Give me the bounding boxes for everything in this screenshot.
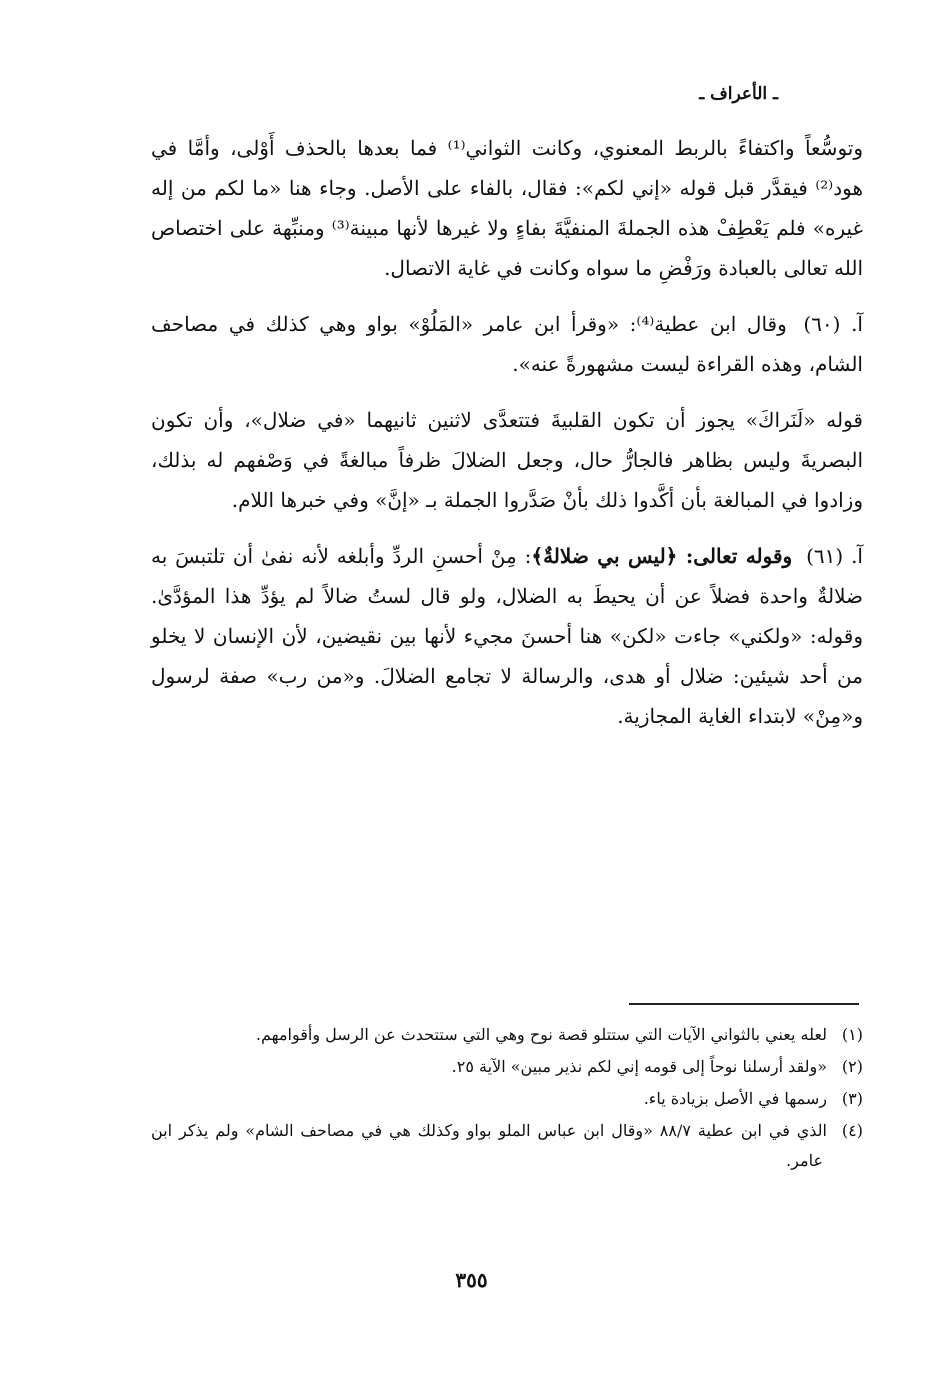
footnote-number: (٢) — [841, 1057, 863, 1076]
verse-entry-61 — [151, 536, 863, 736]
quranic-quote: وقوله تعالى: ﴿ليس بي ضلالةٌ﴾ — [531, 544, 793, 568]
paragraph-continuation — [151, 128, 863, 288]
paragraph-text: وتوسُّعاً واكتفاءً بالربط المعنوي، وكانت الثواني⁽¹⁾ فما بعدها بالحذف أَوْلى، وأمَّا في هود⁽²⁾ فيقدَّر قبل قوله «إني لكم»: فقال، بالفاء على الأصل. وجاء هنا «ما لكم من إله غيره» فلم يَعْطِفْ هذه الجملةَ المنفيَّةَ بفاءٍ ولا غيرها لأنها مبينة⁽³⁾ ومنبِّهة على اختصاص الله تعالى بالعبادة ورَفْضِ ما سواه وكانت في غاية الاتصال. — [151, 136, 863, 280]
paragraph-text: وقال ابن عطية⁽⁴⁾: «وقرأ ابن عامر «المَلُوْ» بواو وهي كذلك في مصاحف الشام، وهذه القراءة ليست مشهورةً عنه». — [151, 312, 863, 376]
paragraph-commentary — [151, 400, 863, 520]
main-text — [151, 128, 863, 736]
footnote-text: «ولقد أرسلنا نوحاً إلى قومه إني لكم نذير مبين» الآية ٢٥. — [451, 1057, 827, 1076]
footnote — [151, 1052, 863, 1082]
verse-number: آ. (٦٠) — [803, 312, 863, 336]
verse-entry-60 — [151, 304, 863, 384]
footnotes — [151, 1020, 863, 1178]
footnote — [151, 1020, 863, 1050]
footnote-text: لعله يعني بالثواني الآيات التي ستتلو قصة نوح وهي التي ستتحدث عن الرسل وأقوامهم. — [255, 1025, 827, 1044]
footnote-divider — [629, 1003, 859, 1005]
page-number: ٣٥٥ — [455, 1268, 488, 1292]
paragraph-text: قوله «لَنَراكَ» يجوز أن تكون القلبيةَ فتتعدَّى لاثنين ثانيهما «في ضلال»، وأن تكون البصريةَ وليس بظاهر فالجارُّ حال، وجعل الضلالَ ظرفاً مبالغةً في وَصْفهم له بذلك، وزادوا في المبالغة بأن أكَّدوا ذلك بأنْ صَدَّروا الجملة بـ «إنَّ» وفي خبرها اللام. — [151, 408, 863, 512]
footnote-number: (٣) — [841, 1089, 863, 1108]
footnote-number: (١) — [841, 1025, 863, 1044]
verse-number: آ. (٦١) — [806, 544, 863, 568]
footnote-number: (٤) — [841, 1121, 863, 1140]
footnote — [151, 1084, 863, 1114]
footnote — [151, 1116, 863, 1176]
footnote-text: الذي في ابن عطية ٨٨/٧ «وقال ابن عباس الملو بواو وكذلك هي في مصاحف الشام» ولم يذكر ابن عامر. — [151, 1121, 827, 1170]
footnote-text: رسمها في الأصل بزيادة ياء. — [643, 1089, 827, 1108]
paragraph-text: : مِنْ أحسنِ الردِّ وأبلغه لأنه نفىٰ أن تلتبسَ به ضلالةٌ واحدة فضلاً عن أن يحيطَ به الضلال، ولو قال لستُ ضالاً لم يؤدِّ هذا المؤدَّىٰ. وقوله: «ولكني» جاءت «لكن» هنا أحسنَ مجيء لأنها بين نقيضين، لأن الإنسان لا يخلو من أحد شيئين: ضلال أو هدى، والرسالة لا تجامع الضلالَ. و«من رب» صفة لرسول و«مِنْ» لابتداء الغاية المجازية. — [151, 544, 863, 728]
running-header: ـ الأعراف ـ — [699, 84, 778, 104]
